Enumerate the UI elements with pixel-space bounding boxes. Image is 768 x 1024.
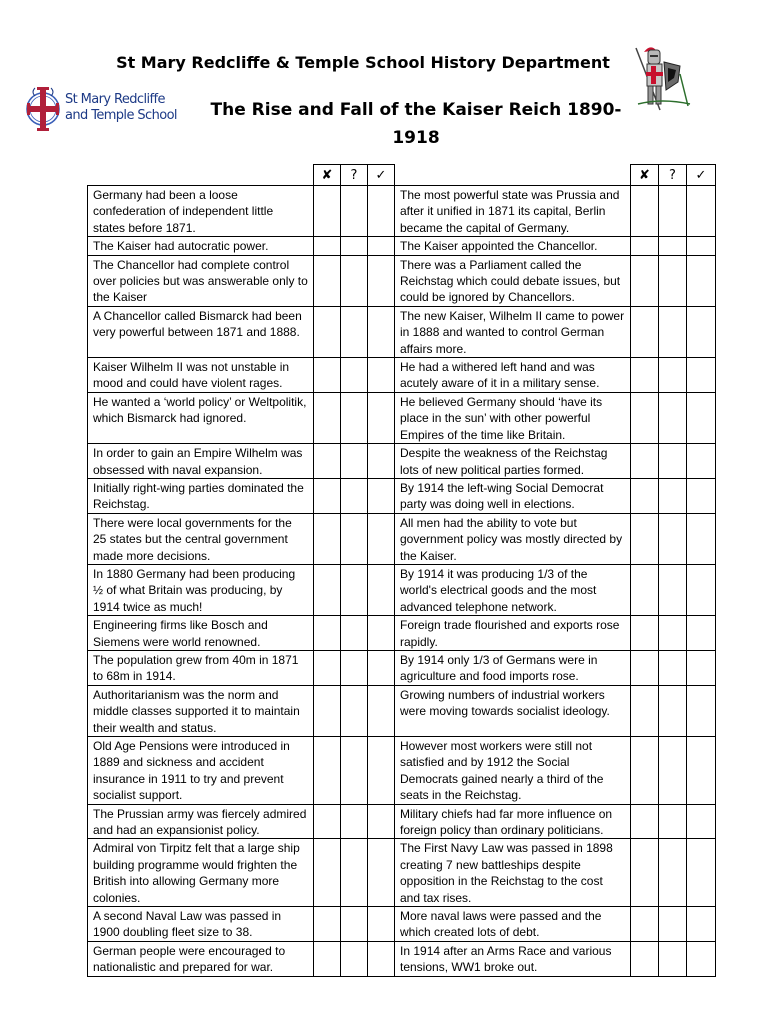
table-row bbox=[88, 941, 716, 976]
question-checkbox-right[interactable] bbox=[659, 255, 687, 306]
right-statement: He had a withered left hand and was acutely aware of it in a military sense. bbox=[395, 358, 631, 393]
table-row bbox=[88, 392, 716, 443]
school-logo bbox=[25, 80, 185, 138]
tick-checkbox-left[interactable] bbox=[368, 685, 395, 736]
right-statement: By 1914 only 1/3 of Germans were in agriculture and food imports rose. bbox=[395, 650, 631, 685]
cross-checkbox-left[interactable] bbox=[314, 186, 341, 237]
cross-checkbox-right[interactable] bbox=[631, 237, 659, 255]
right-statement: More naval laws were passed and the which created lots of debt. bbox=[395, 907, 631, 942]
left-statement: There were local governments for the 25 states but the central government made more decisions. bbox=[88, 513, 314, 564]
question-checkbox-right[interactable] bbox=[659, 737, 687, 805]
left-statement: A second Naval Law was passed in 1900 doubling fleet size to 38. bbox=[88, 907, 314, 942]
right-statement: In 1914 after an Arms Race and various tensions, WW1 broke out. bbox=[395, 941, 631, 976]
page-title: The Rise and Fall of the Kaiser Reich 1890-1918 bbox=[210, 100, 622, 148]
right-statement: There was a Parliament called the Reichstag which could debate issues, but could be ignored by Chancellors. bbox=[395, 255, 631, 306]
cross-checkbox-right[interactable] bbox=[631, 478, 659, 513]
tick-checkbox-right[interactable] bbox=[687, 650, 716, 685]
cross-checkbox-right[interactable] bbox=[631, 392, 659, 443]
right-statement: The most powerful state was Prussia and after it unified in 1871 its capital, Berlin became the capital of Germany. bbox=[395, 186, 631, 237]
cross-checkbox-right[interactable] bbox=[631, 186, 659, 237]
cross-checkbox-right[interactable] bbox=[631, 737, 659, 805]
tick-checkbox-left[interactable] bbox=[368, 564, 395, 615]
question-checkbox-right[interactable] bbox=[659, 392, 687, 443]
question-checkbox-left[interactable] bbox=[341, 650, 368, 685]
header-cross-left: ✘ bbox=[314, 165, 341, 186]
right-statement: Military chiefs had far more influence on foreign policy than ordinary politicians. bbox=[395, 804, 631, 839]
table-row bbox=[88, 255, 716, 306]
question-checkbox-left[interactable] bbox=[341, 237, 368, 255]
cross-checkbox-right[interactable] bbox=[631, 685, 659, 736]
school-logo-line1: St Mary Redcliffe bbox=[65, 92, 165, 107]
tick-checkbox-left[interactable] bbox=[368, 358, 395, 393]
header-question-right: ? bbox=[659, 165, 687, 186]
left-statement: Kaiser Wilhelm II was not unstable in mood and could have violent rages. bbox=[88, 358, 314, 393]
tick-checkbox-left[interactable] bbox=[368, 907, 395, 942]
cross-checkbox-left[interactable] bbox=[314, 306, 341, 357]
question-checkbox-right[interactable] bbox=[659, 237, 687, 255]
left-statement: The Chancellor had complete control over policies but was answerable only to the Kaiser bbox=[88, 255, 314, 306]
table-row bbox=[88, 513, 716, 564]
cross-checkbox-right[interactable] bbox=[631, 804, 659, 839]
question-checkbox-right[interactable] bbox=[659, 444, 687, 479]
table-row bbox=[88, 616, 716, 651]
right-statement: Despite the weakness of the Reichstag lots of new political parties formed. bbox=[395, 444, 631, 479]
table-row bbox=[88, 186, 716, 237]
question-checkbox-left[interactable] bbox=[341, 513, 368, 564]
tick-checkbox-left[interactable] bbox=[368, 616, 395, 651]
cross-checkbox-left[interactable] bbox=[314, 685, 341, 736]
question-checkbox-left[interactable] bbox=[341, 804, 368, 839]
question-checkbox-right[interactable] bbox=[659, 513, 687, 564]
tick-checkbox-right[interactable] bbox=[687, 306, 716, 357]
school-logo-line2: and Temple School bbox=[65, 108, 177, 123]
tick-checkbox-right[interactable] bbox=[687, 804, 716, 839]
tick-checkbox-left[interactable] bbox=[368, 237, 395, 255]
question-checkbox-left[interactable] bbox=[341, 839, 368, 907]
question-checkbox-right[interactable] bbox=[659, 478, 687, 513]
tick-checkbox-right[interactable] bbox=[687, 839, 716, 907]
tick-checkbox-right[interactable] bbox=[687, 616, 716, 651]
cross-checkbox-right[interactable] bbox=[631, 941, 659, 976]
header-tick-left: ✓ bbox=[368, 165, 395, 186]
question-checkbox-right[interactable] bbox=[659, 616, 687, 651]
cross-checkbox-left[interactable] bbox=[314, 444, 341, 479]
cross-checkbox-right[interactable] bbox=[631, 444, 659, 479]
question-checkbox-right[interactable] bbox=[659, 358, 687, 393]
cross-checkbox-right[interactable] bbox=[631, 907, 659, 942]
tick-checkbox-left[interactable] bbox=[368, 186, 395, 237]
tick-checkbox-right[interactable] bbox=[687, 941, 716, 976]
cross-checkbox-left[interactable] bbox=[314, 255, 341, 306]
left-statement: In order to gain an Empire Wilhelm was obsessed with naval expansion. bbox=[88, 444, 314, 479]
tick-checkbox-left[interactable] bbox=[368, 513, 395, 564]
question-checkbox-left[interactable] bbox=[341, 478, 368, 513]
tick-checkbox-left[interactable] bbox=[368, 306, 395, 357]
cross-checkbox-right[interactable] bbox=[631, 358, 659, 393]
left-statement: A Chancellor called Bismarck had been very powerful between 1871 and 1888. bbox=[88, 306, 314, 357]
tick-checkbox-right[interactable] bbox=[687, 564, 716, 615]
header-cross-right: ✘ bbox=[631, 165, 659, 186]
tick-checkbox-right[interactable] bbox=[687, 478, 716, 513]
tick-checkbox-right[interactable] bbox=[687, 685, 716, 736]
cross-checkbox-left[interactable] bbox=[314, 478, 341, 513]
table-row bbox=[88, 237, 716, 255]
department-heading: St Mary Redcliffe & Temple School History Department bbox=[116, 53, 610, 72]
cross-checkbox-left[interactable] bbox=[314, 358, 341, 393]
tick-checkbox-left[interactable] bbox=[368, 478, 395, 513]
table-row bbox=[88, 737, 716, 805]
cross-checkbox-left[interactable] bbox=[314, 941, 341, 976]
table-header-row bbox=[88, 165, 716, 186]
question-checkbox-left[interactable] bbox=[341, 685, 368, 736]
cross-checkbox-right[interactable] bbox=[631, 564, 659, 615]
question-checkbox-left[interactable] bbox=[341, 737, 368, 805]
question-checkbox-left[interactable] bbox=[341, 255, 368, 306]
question-checkbox-right[interactable] bbox=[659, 839, 687, 907]
table-row bbox=[88, 564, 716, 615]
tick-checkbox-right[interactable] bbox=[687, 392, 716, 443]
question-checkbox-left[interactable] bbox=[341, 616, 368, 651]
question-checkbox-left[interactable] bbox=[341, 907, 368, 942]
table-row bbox=[88, 907, 716, 942]
right-statement: By 1914 the left-wing Social Democrat party was doing well in elections. bbox=[395, 478, 631, 513]
cross-emblem-icon bbox=[25, 80, 65, 138]
header-question-left: ? bbox=[341, 165, 368, 186]
right-statement: All men had the ability to vote but government policy was mostly directed by the Kaiser. bbox=[395, 513, 631, 564]
cross-checkbox-left[interactable] bbox=[314, 513, 341, 564]
tick-checkbox-left[interactable] bbox=[368, 650, 395, 685]
left-statement: Admiral von Tirpitz felt that a large ship building programme would frighten the British into allowing Germany more colonies. bbox=[88, 839, 314, 907]
question-checkbox-left[interactable] bbox=[341, 941, 368, 976]
table-row bbox=[88, 839, 716, 907]
tick-checkbox-left[interactable] bbox=[368, 737, 395, 805]
question-checkbox-right[interactable] bbox=[659, 564, 687, 615]
tick-checkbox-left[interactable] bbox=[368, 941, 395, 976]
left-statement: Initially right-wing parties dominated the Reichstag. bbox=[88, 478, 314, 513]
right-statement: The Kaiser appointed the Chancellor. bbox=[395, 237, 631, 255]
left-statement: Engineering firms like Bosch and Siemens were world renowned. bbox=[88, 616, 314, 651]
header-tick-right: ✓ bbox=[687, 165, 716, 186]
question-checkbox-left[interactable] bbox=[341, 306, 368, 357]
tick-checkbox-right[interactable] bbox=[687, 186, 716, 237]
question-checkbox-right[interactable] bbox=[659, 186, 687, 237]
table-row bbox=[88, 306, 716, 357]
cross-checkbox-left[interactable] bbox=[314, 804, 341, 839]
tick-checkbox-right[interactable] bbox=[687, 444, 716, 479]
table-row bbox=[88, 358, 716, 393]
cross-checkbox-right[interactable] bbox=[631, 839, 659, 907]
question-checkbox-right[interactable] bbox=[659, 907, 687, 942]
tick-checkbox-right[interactable] bbox=[687, 255, 716, 306]
cross-checkbox-left[interactable] bbox=[314, 616, 341, 651]
cross-checkbox-right[interactable] bbox=[631, 650, 659, 685]
cross-checkbox-right[interactable] bbox=[631, 306, 659, 357]
right-statement: Foreign trade flourished and exports rose rapidly. bbox=[395, 616, 631, 651]
left-statement: Old Age Pensions were introduced in 1889 and sickness and accident insurance in 1911 to try and prevent socialist support. bbox=[88, 737, 314, 805]
question-checkbox-left[interactable] bbox=[341, 392, 368, 443]
right-statement: By 1914 it was producing 1/3 of the world's electrical goods and the most advanced telephone network. bbox=[395, 564, 631, 615]
table-row bbox=[88, 650, 716, 685]
question-checkbox-left[interactable] bbox=[341, 444, 368, 479]
left-statement: In 1880 Germany had been producing ½ of what Britain was producing, by 1914 twice as much! bbox=[88, 564, 314, 615]
left-statement: The population grew from 40m in 1871 to 68m in 1914. bbox=[88, 650, 314, 685]
cross-checkbox-left[interactable] bbox=[314, 392, 341, 443]
left-statement: The Prussian army was fiercely admired and had an expansionist policy. bbox=[88, 804, 314, 839]
tick-checkbox-right[interactable] bbox=[687, 237, 716, 255]
tick-checkbox-left[interactable] bbox=[368, 839, 395, 907]
table-row bbox=[88, 804, 716, 839]
cross-checkbox-left[interactable] bbox=[314, 737, 341, 805]
table-row bbox=[88, 478, 716, 513]
cross-checkbox-left[interactable] bbox=[314, 650, 341, 685]
tick-checkbox-right[interactable] bbox=[687, 907, 716, 942]
cross-checkbox-left[interactable] bbox=[314, 907, 341, 942]
right-statement: However most workers were still not satisfied and by 1912 the Social Democrats gained nearly a third of the seats in the Reichstag. bbox=[395, 737, 631, 805]
question-checkbox-right[interactable] bbox=[659, 941, 687, 976]
question-checkbox-left[interactable] bbox=[341, 564, 368, 615]
right-statement: He believed Germany should ‘have its place in the sun’ with other powerful Empires of the time like Britain. bbox=[395, 392, 631, 443]
tick-checkbox-left[interactable] bbox=[368, 255, 395, 306]
right-statement: The First Navy Law was passed in 1898 creating 7 new battleships despite opposition in the Reichstag to the cost and tax rises. bbox=[395, 839, 631, 907]
left-statement: The Kaiser had autocratic power. bbox=[88, 237, 314, 255]
cross-checkbox-right[interactable] bbox=[631, 513, 659, 564]
cross-checkbox-left[interactable] bbox=[314, 839, 341, 907]
cross-checkbox-right[interactable] bbox=[631, 616, 659, 651]
right-statement: Growing numbers of industrial workers were moving towards socialist ideology. bbox=[395, 685, 631, 736]
question-checkbox-right[interactable] bbox=[659, 804, 687, 839]
table-row bbox=[88, 685, 716, 736]
left-statement: Germany had been a loose confederation of independent little states before 1871. bbox=[88, 186, 314, 237]
left-statement: Authoritarianism was the norm and middle classes supported it to maintain their wealth and status. bbox=[88, 685, 314, 736]
question-checkbox-left[interactable] bbox=[341, 186, 368, 237]
cross-checkbox-right[interactable] bbox=[631, 255, 659, 306]
knight-icon bbox=[630, 44, 694, 114]
cross-checkbox-left[interactable] bbox=[314, 564, 341, 615]
tick-checkbox-left[interactable] bbox=[368, 444, 395, 479]
tick-checkbox-left[interactable] bbox=[368, 392, 395, 443]
question-checkbox-right[interactable] bbox=[659, 306, 687, 357]
school-logo-text bbox=[65, 92, 195, 124]
tick-checkbox-right[interactable] bbox=[687, 737, 716, 805]
tick-checkbox-right[interactable] bbox=[687, 513, 716, 564]
right-statement: The new Kaiser, Wilhelm II came to power in 1888 and wanted to control German affairs more. bbox=[395, 306, 631, 357]
question-checkbox-right[interactable] bbox=[659, 685, 687, 736]
left-statement: German people were encouraged to nationalistic and prepared for war. bbox=[88, 941, 314, 976]
cross-checkbox-left[interactable] bbox=[314, 237, 341, 255]
table-row bbox=[88, 444, 716, 479]
tick-checkbox-right[interactable] bbox=[687, 358, 716, 393]
left-statement: He wanted a ‘world policy’ or Weltpolitik, which Bismarck had ignored. bbox=[88, 392, 314, 443]
statements-table bbox=[87, 164, 716, 977]
tick-checkbox-left[interactable] bbox=[368, 804, 395, 839]
question-checkbox-right[interactable] bbox=[659, 650, 687, 685]
question-checkbox-left[interactable] bbox=[341, 358, 368, 393]
